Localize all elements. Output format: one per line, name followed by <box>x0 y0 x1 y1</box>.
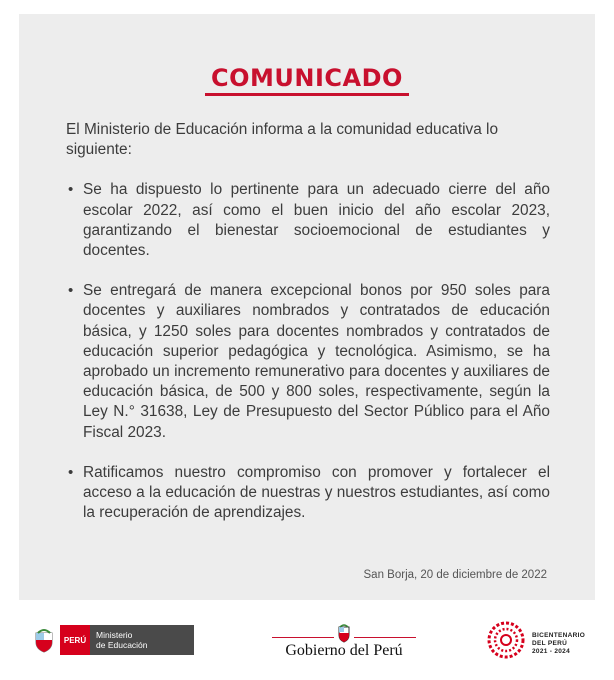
bicentenario-logo <box>486 620 606 664</box>
bullet-list <box>66 180 550 523</box>
ministry-label <box>90 625 194 655</box>
list-item <box>66 463 550 524</box>
bullet-text: Se entregará de manera excepcional bonos por 950 soles para docentes y auxiliares nombrados y contratados de educación básica, y 1250 soles para docentes nombrados y contratados de educación superior pedagógica y tecnológica. Asimismo, se ha aprobado un incremento remunerativo para docentes y auxiliares de educación básica, de 500 y 800 soles, respectivamente, según la Ley N.° 31638, Ley de Presupuesto del Sector Público para el Año Fiscal 2023. <box>83 282 550 441</box>
bicentenario-line1: BICENTENARIO <box>532 632 586 639</box>
bicentenario-line3: 2021 - 2024 <box>532 648 570 655</box>
intro-paragraph: El Ministerio de Educación informa a la comunidad educativa lo siguiente: <box>66 121 499 159</box>
title-wrapper <box>19 66 595 96</box>
coat-of-arms-icon <box>334 624 354 644</box>
minedu-logo <box>32 625 194 655</box>
bullet-icon: • <box>68 181 74 199</box>
bullet-icon: • <box>68 282 74 300</box>
bullet-icon: • <box>68 463 74 481</box>
bullet-text: Se ha dispuesto lo pertinente para un adecuado cierre del año escolar 2022, así como el buen inicio del año escolar 2023, garantizando el bienestar socioemocional de estudiantes y docentes. <box>83 181 550 260</box>
communique-body <box>66 120 550 543</box>
gobierno-logo <box>272 622 416 666</box>
peru-label: PERÚ <box>60 625 90 655</box>
page-title: COMUNICADO <box>205 66 409 96</box>
ministry-line1: Ministerio <box>96 630 133 640</box>
list-item <box>66 180 550 261</box>
place-date: San Borja, 20 de diciembre de 2022 <box>363 569 547 581</box>
ministry-line2: de Educación <box>96 640 148 650</box>
footer <box>0 600 614 680</box>
gobierno-label: Gobierno del Perú <box>285 642 403 659</box>
bicentenario-seal-icon <box>486 620 526 660</box>
bicentenario-text <box>532 632 585 656</box>
coat-of-arms-icon <box>32 628 56 654</box>
list-item <box>66 281 550 443</box>
bicentenario-line2: DEL PERÚ <box>532 640 568 647</box>
bullet-text: Ratificamos nuestro compromiso con promover y fortalecer el acceso a la educación de nuestras y nuestros estudiantes, así como la recuperación de aprendizajes. <box>83 463 550 522</box>
communique-panel <box>19 14 595 600</box>
